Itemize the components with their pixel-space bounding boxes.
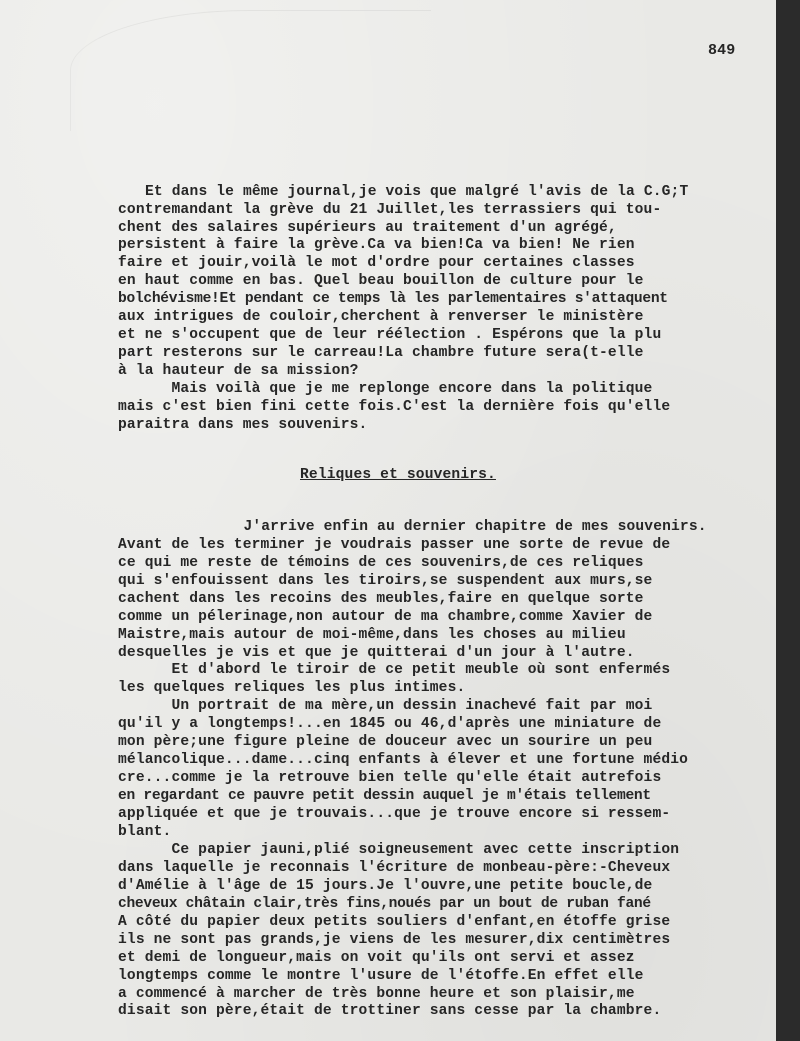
text-line: chent des salaires supérieurs au traitement d'un agrégé, [118, 220, 617, 236]
text-line: aux intrigues de couloir,cherchent à renverser le ministère [118, 309, 644, 325]
text-line: Maistre,mais autour de moi-même,dans les choses au milieu [118, 627, 626, 643]
text-line: qui s'enfouissent dans les tiroirs,se suspendent aux murs,se [118, 573, 653, 589]
page-number: 849 [708, 42, 736, 59]
text-line: cachent dans les recoins des meubles,faire en quelque sorte [118, 591, 644, 607]
text-line: Ce papier jauni,plié soigneusement avec cette inscription [118, 842, 680, 858]
scan-border [776, 0, 800, 1041]
text-line: longtemps comme le montre l'usure de l'étoffe.En effet elle [118, 968, 644, 984]
text-line: desquelles je vis et que je quitterai d'un jour à l'autre. [118, 645, 635, 661]
text-line: mon père;une figure pleine de douceur avec un sourire un peu [118, 734, 653, 750]
section-heading: Reliques et souvenirs. [300, 467, 496, 483]
text-line: J'arrive enfin au dernier chapitre de mes souvenirs. [190, 519, 707, 535]
text-line: mais c'est bien fini cette fois.C'est la dernière fois qu'elle [118, 399, 671, 415]
text-line: part resterons sur le carreau!La chambre future sera(t-elle [118, 345, 644, 361]
text-line: appliquée et que je trouvais...que je trouve encore si ressem- [118, 806, 671, 822]
text-line: Et d'abord le tiroir de ce petit meuble où sont enfermés [118, 662, 671, 678]
paper-mark [70, 10, 431, 131]
text-line: contremandant la grève du 21 Juillet,les terrassiers qui tou- [118, 202, 662, 218]
text-line: mélancolique...dame...cinq enfants à élever et une fortune médio [118, 752, 689, 768]
text-line: cre...comme je la retrouve bien telle qu'elle était autrefois [118, 770, 662, 786]
text-line: à la hauteur de sa mission? [118, 363, 359, 379]
text-line: dans laquelle je reconnais l'écriture de monbeau-père:-Cheveux [118, 860, 671, 876]
text-line: A côté du papier deux petits souliers d'enfant,en étoffe grise [118, 914, 671, 930]
text-line: cheveux châtain clair,très fins,noués par un bout de ruban fané [118, 896, 651, 912]
text-line: blant. [118, 824, 172, 840]
text-line: Mais voilà que je me replonge encore dans la politique [118, 381, 653, 397]
text-line: ils ne sont pas grands,je viens de les mesurer,dix centimètres [118, 932, 671, 948]
text-line: bolchévisme!Et pendant ce temps là les parlementaires s'attaquent [118, 291, 668, 307]
text-line: Avant de les terminer je voudrais passer une sorte de revue de [118, 537, 671, 553]
text-line: en haut comme en bas. Quel beau bouillon de culture pour le [118, 273, 644, 289]
text-line: Un portrait de ma mère,un dessin inachevé fait par moi [118, 698, 653, 714]
text-line: faire et jouir,voilà le mot d'ordre pour certaines classes [118, 255, 635, 271]
text-line: comme un pélerinage,non autour de ma chambre,comme Xavier de [118, 609, 653, 625]
text-line: disait son père,était de trottiner sans cesse par la chambre. [118, 1003, 662, 1019]
text-line: en regardant ce pauvre petit dessin auquel je m'étais tellement [118, 788, 651, 804]
text-line: paraitra dans mes souvenirs. [118, 417, 368, 433]
text-line: Et dans le même journal,je vois que malgré l'avis de la C.G;T [145, 184, 689, 200]
text-line: qu'il y a longtemps!...en 1845 ou 46,d'après une miniature de [118, 716, 662, 732]
text-line: a commencé à marcher de très bonne heure et son plaisir,me [118, 986, 635, 1002]
text-line: et ne s'occupent que de leur réélection . Espérons que la plu [118, 327, 662, 343]
text-line: et demi de longueur,mais on voit qu'ils ont servi et assez [118, 950, 635, 966]
text-line: les quelques reliques les plus intimes. [118, 680, 466, 696]
text-line: persistent à faire la grève.Ca va bien!Ca va bien! Ne rien [118, 237, 635, 253]
text-line: ce qui me reste de témoins de ces souvenirs,de ces reliques [118, 555, 644, 571]
text-line: d'Amélie à l'âge de 15 jours.Je l'ouvre,une petite boucle,de [118, 878, 653, 894]
